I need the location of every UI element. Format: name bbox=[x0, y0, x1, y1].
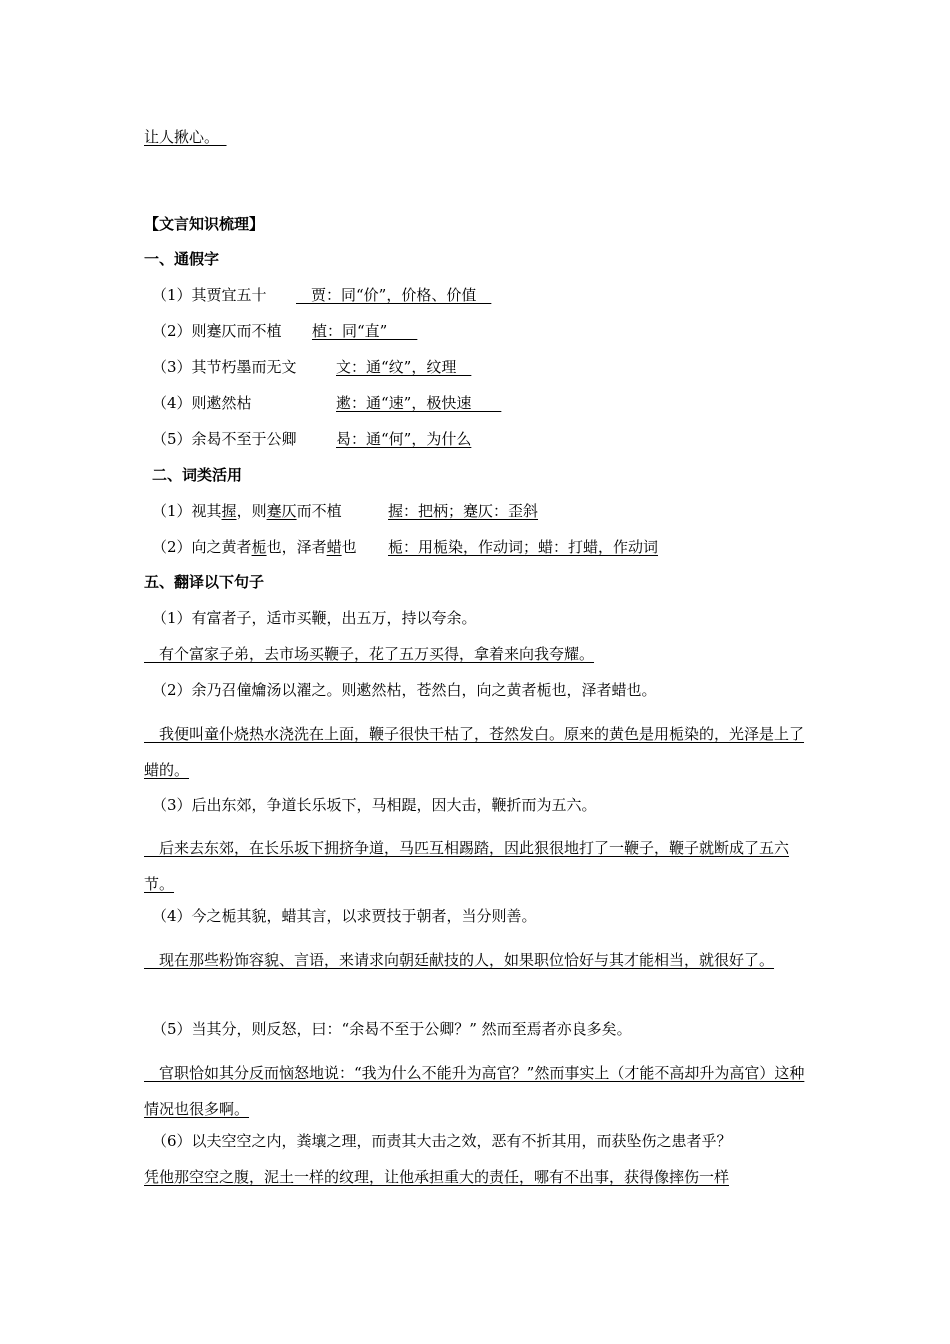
translation-answer-1: 有个富家子弟，去市场买鞭子，花了五万买得，拿着来向我夸耀。 bbox=[144, 645, 595, 663]
tongjia-question-4: （4）则遬然枯 bbox=[152, 394, 252, 412]
huoyong-q2-post: 也 bbox=[341, 538, 357, 556]
section-heading-main: 【文言知识梳理】 bbox=[144, 215, 265, 233]
translation-question-6: （6）以夫空空之内，粪壤之理，而责其大击之效，恶有不折其用，而获坠伤之患者乎？ bbox=[152, 1132, 732, 1150]
tongjia-answer-5: 曷：通“何”，为什么 bbox=[336, 430, 472, 448]
huoyong-q1-pre: （1）视其 bbox=[152, 502, 222, 520]
translation-question-3: （3）后出东郊，争道长乐坂下，马相踶，因大击，鞭折而为五六。 bbox=[152, 796, 597, 814]
tongjia-answer-4: 遬：通“速”，极快速 bbox=[336, 394, 502, 412]
translation-question-4: （4）今之栀其貌，蜡其言，以求贾技于朝者，当分则善。 bbox=[152, 907, 537, 925]
translation-answer-5: 官职恰如其分反而恼怒地说：“我为什么不能升为高官？”然而事实上（才能不高却升为高官）这种情况也很多啊。 bbox=[144, 1064, 805, 1118]
tongjia-question-1: （1）其贾宜五十 bbox=[152, 286, 267, 304]
huoyong-q2-mid: 也，泽者 bbox=[266, 538, 327, 556]
tongjia-question-2: （2）则蹇仄而不植 bbox=[152, 322, 282, 340]
tongjia-answer-2: 植：同“直” bbox=[312, 322, 418, 340]
translation-answer-3: 后来去东郊，在长乐坂下拥挤争道，马匹互相踢踏，因此狠很地打了一鞭子，鞭子就断成了五六节。 bbox=[144, 839, 790, 893]
huoyong-question-2 bbox=[152, 537, 357, 557]
huoyong-q2-word1: 栀 bbox=[251, 538, 267, 556]
tongjia-answer-3: 文：通“纹”，纹理 bbox=[336, 358, 472, 376]
huoyong-q1-mid: ，则 bbox=[236, 502, 267, 520]
huoyong-q1-word2: 蹇仄 bbox=[266, 502, 297, 520]
tongjia-question-5: （5）余曷不至于公卿 bbox=[152, 430, 297, 448]
huoyong-q1-word1: 握 bbox=[221, 502, 237, 520]
section-title-translation: 五、翻译以下句子 bbox=[144, 573, 265, 591]
translation-question-5: （5）当其分，则反怒，曰：“余曷不至于公卿？” 然而至焉者亦良多矣。 bbox=[152, 1020, 632, 1038]
tongjia-answer-1: 贾：同“价”，价格、价值 bbox=[296, 286, 492, 304]
huoyong-answer-1: 握：把柄；蹇仄：歪斜 bbox=[388, 502, 539, 520]
translation-question-1: （1）有富者子，适市买鞭，出五万，持以夸余。 bbox=[152, 609, 477, 627]
section-title-cileihuoyong: 二、词类活用 bbox=[152, 466, 243, 484]
translation-question-2: （2）余乃召僮爚汤以濯之。则遬然枯，苍然白，向之黄者栀也，泽者蜡也。 bbox=[152, 681, 657, 699]
translation-answer-4: 现在那些粉饰容貌、言语，来请求向朝廷献技的人，如果职位恰好与其才能相当，就很好了。 bbox=[144, 951, 775, 969]
continuation-line: 让人揪心。 bbox=[144, 128, 227, 146]
huoyong-answer-2: 栀：用栀染，作动词；蜡：打蜡，作动词 bbox=[388, 538, 659, 556]
huoyong-question-1 bbox=[152, 501, 342, 521]
section-title-tongjiazi: 一、通假字 bbox=[144, 250, 220, 268]
huoyong-q2-pre: （2）向之黄者 bbox=[152, 538, 252, 556]
huoyong-q1-post: 而不植 bbox=[296, 502, 342, 520]
huoyong-q2-word2: 蜡 bbox=[326, 538, 342, 556]
tongjia-question-3: （3）其节朽墨而无文 bbox=[152, 358, 297, 376]
translation-answer-2: 我便叫童仆烧热水浇洗在上面，鞭子很快干枯了，苍然发白。原来的黄色是用栀染的，光泽是上了蜡的。 bbox=[144, 725, 805, 779]
translation-answer-6: 凭他那空空之腹，泥土一样的纹理，让他承担重大的责任，哪有不出事，获得像摔伤一样 bbox=[144, 1168, 730, 1186]
